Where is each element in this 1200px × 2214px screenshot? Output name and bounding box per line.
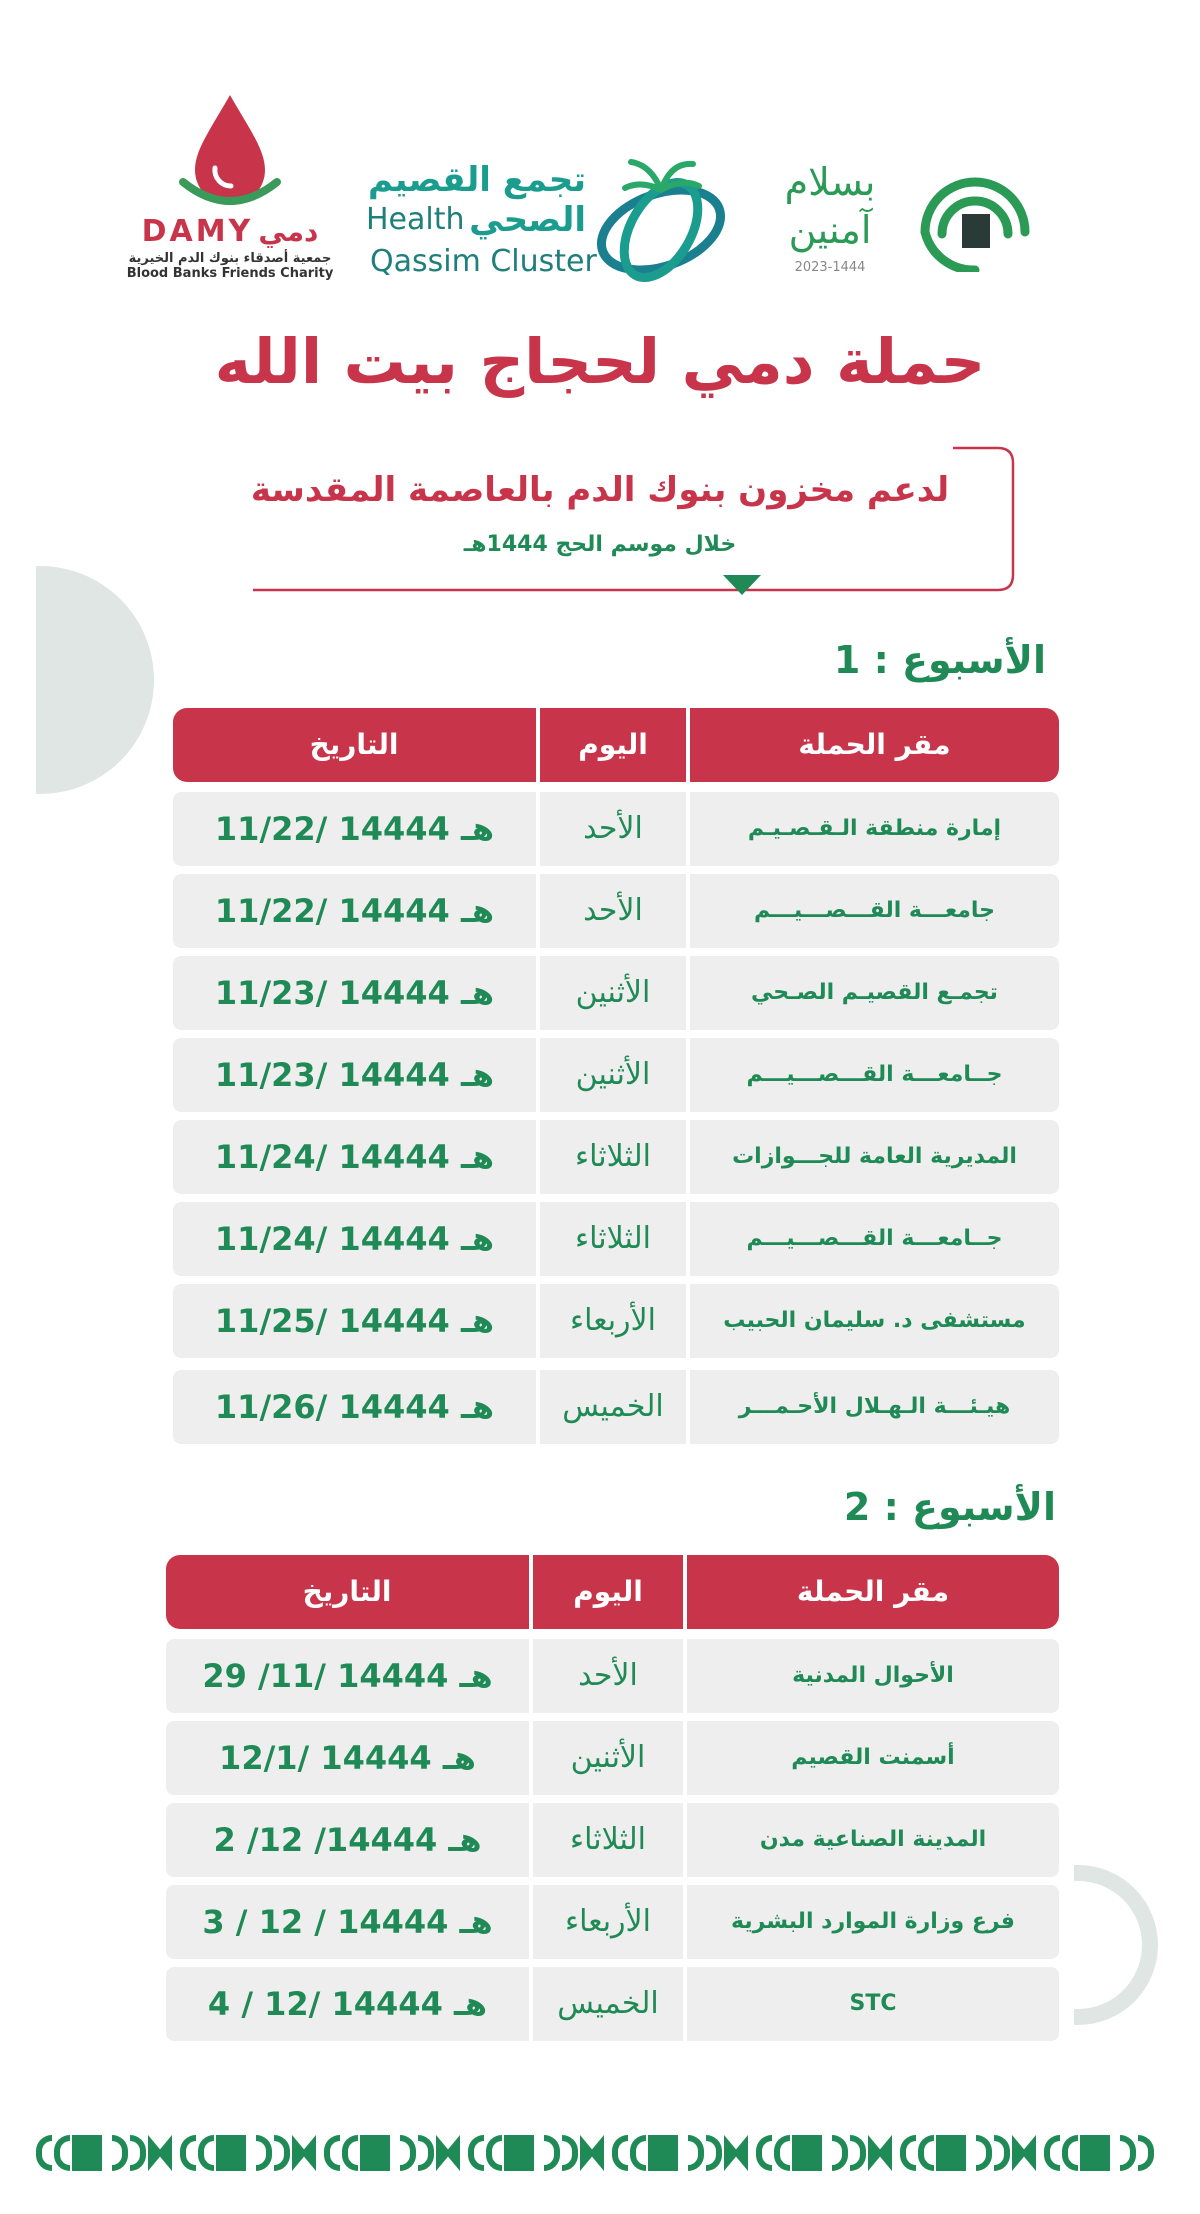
pattern-shape (544, 2135, 560, 2171)
qassim-en-line1: Health (366, 202, 465, 237)
row-date: 3 / 12 / 14444 هـ (202, 1903, 493, 1941)
decorative-arc-right (1074, 1865, 1158, 2025)
damy-latin-text: DAMY (141, 214, 254, 249)
pattern-shape (198, 2135, 214, 2171)
salam-ar-line1: بسلام (784, 160, 876, 204)
row-day: الأثنين (570, 1740, 646, 1775)
row-place: جــامعـــة القـــصـــيـــم (746, 1226, 1003, 1251)
row-place: STC (849, 1991, 897, 2016)
salam-ar-line2: آمنين (788, 208, 872, 252)
table-row (166, 1803, 1059, 1877)
row-place: مستشفى د. سليمان الحبيب (723, 1308, 1026, 1333)
pattern-shape (504, 2135, 534, 2171)
row-place: الأحوال المدنية (792, 1663, 954, 1688)
pattern-shape (918, 2135, 934, 2171)
pattern-shape (360, 2135, 390, 2171)
header-place: مقر الحملة (796, 1575, 950, 1608)
pattern-shape (630, 2135, 646, 2171)
table-row (173, 1120, 1059, 1194)
kaaba-arcs-icon (910, 162, 1040, 272)
damy-logo (120, 90, 340, 295)
pattern-shape (900, 2135, 916, 2171)
pattern-shape (418, 2135, 434, 2171)
palm-globe-icon (591, 150, 731, 290)
subtitle-frame (253, 445, 1018, 595)
header-date: التاريخ (302, 1575, 392, 1608)
row-day: الأثنين (575, 1057, 651, 1092)
week1-title: الأسبوع : 1 (833, 638, 1046, 682)
salam-aminin-logo (760, 150, 1060, 280)
qassim-cluster-logo (366, 150, 736, 290)
table-row (166, 1967, 1059, 2041)
row-day: الخميس (557, 1986, 659, 2021)
row-date: 11/24/ 14444 هـ (214, 1220, 495, 1258)
pattern-shape (274, 2135, 290, 2171)
header-date: التاريخ (309, 728, 399, 761)
row-place: إمارة منطقة الـقـصـيـم (747, 816, 1002, 841)
table-row (173, 956, 1059, 1030)
pattern-shape (580, 2135, 604, 2171)
pattern-shape (774, 2135, 790, 2171)
row-day: الأحد (583, 811, 643, 846)
damy-subtitle-en: Blood Banks Friends Charity (126, 266, 334, 281)
pattern-shape (706, 2135, 722, 2171)
page-title: حملة دمي لحجاج بيت الله (214, 325, 986, 398)
pattern-shape (994, 2135, 1010, 2171)
row-date: 11/26/ 14444 هـ (214, 1388, 495, 1426)
pattern-shape (256, 2135, 272, 2171)
pattern-shape (1062, 2135, 1078, 2171)
row-day: الأحد (578, 1658, 638, 1693)
header-place: مقر الحملة (798, 728, 951, 761)
pattern-shape (648, 2135, 678, 2171)
pattern-shape (36, 2135, 52, 2171)
pattern-shape (756, 2135, 772, 2171)
pattern-shape (688, 2135, 704, 2171)
table-row (173, 792, 1059, 866)
decorative-pattern-strip (36, 2135, 1166, 2171)
pattern-shape (724, 2135, 748, 2171)
pattern-shape (850, 2135, 866, 2171)
week2-table-header (166, 1555, 1059, 1629)
week1-table-header (173, 708, 1059, 782)
row-place: جــامعـــة القـــصـــيـــم (746, 1062, 1003, 1087)
pattern-shape (324, 2135, 340, 2171)
campaign-season-note: خلال موسم الحج 1444هـ (463, 532, 737, 557)
pattern-shape (216, 2135, 246, 2171)
row-date: 29 /11/ 14444 هـ (202, 1657, 493, 1695)
table-row (166, 1639, 1059, 1713)
pattern-shape (1138, 2135, 1154, 2171)
damy-subtitle-ar: جمعية أصدقاء بنوك الدم الخيرية (128, 251, 332, 266)
row-date: 11/24/ 14444 هـ (214, 1138, 495, 1176)
table-row (166, 1721, 1059, 1795)
header-day: اليوم (578, 728, 648, 761)
pattern-shape (468, 2135, 484, 2171)
pattern-shape (112, 2135, 128, 2171)
table-row (173, 1038, 1059, 1112)
row-day: الثلاثاء (574, 1221, 652, 1256)
salam-year: 2023-1444 (794, 260, 866, 275)
table-row (173, 874, 1059, 948)
qassim-ar-line2: الصحي (469, 200, 586, 240)
row-place: المدينة الصناعية مدن (759, 1827, 987, 1852)
row-place: تجمـع القصيـم الصـحي (751, 980, 998, 1005)
pattern-shape (436, 2135, 460, 2171)
row-place: أسمنت القصيم (791, 1745, 955, 1770)
pattern-shape (486, 2135, 502, 2171)
pattern-shape (148, 2135, 172, 2171)
pattern-shape (562, 2135, 578, 2171)
pattern-shape (130, 2135, 146, 2171)
pattern-shape (792, 2135, 822, 2171)
row-day: الأربعاء (569, 1303, 656, 1338)
damy-arabic-text: دمي (258, 215, 319, 248)
row-day: الخميس (562, 1389, 664, 1424)
blood-drop-icon (175, 90, 285, 210)
row-place: فرع وزارة الموارد البشرية (731, 1909, 1015, 1934)
header-day: اليوم (573, 1575, 643, 1608)
pattern-shape (1044, 2135, 1060, 2171)
row-day: الأحد (583, 893, 643, 928)
row-date: 4 / 12/ 14444 هـ (207, 1985, 488, 2023)
table-row (173, 1370, 1059, 1444)
table-row (173, 1284, 1059, 1358)
pattern-shape (1080, 2135, 1110, 2171)
pattern-shape (54, 2135, 70, 2171)
row-date: 11/23/ 14444 هـ (214, 1056, 495, 1094)
campaign-subtitle: لدعم مخزون بنوك الدم بالعاصمة المقدسة (250, 470, 950, 510)
row-day: الثلاثاء (569, 1822, 647, 1857)
row-place: جامعـــة القـــصـــيـــم (754, 898, 995, 923)
row-date: 11/23/ 14444 هـ (214, 974, 495, 1012)
row-day: الأثنين (575, 975, 651, 1010)
pattern-shape (612, 2135, 628, 2171)
row-date: 11/22/ 14444 هـ (214, 810, 495, 848)
row-date: 2 /12 /14444 هـ (213, 1821, 482, 1859)
pattern-shape (976, 2135, 992, 2171)
row-day: الأربعاء (564, 1904, 651, 1939)
row-date: 11/25/ 14444 هـ (214, 1302, 495, 1340)
pattern-shape (292, 2135, 316, 2171)
pattern-shape (936, 2135, 966, 2171)
table-row (166, 1885, 1059, 1959)
pattern-shape (72, 2135, 102, 2171)
row-place: هيـئـــة الـهـلال الأحـمـــر (738, 1394, 1011, 1419)
qassim-en-line2: Qassim Cluster (370, 244, 597, 279)
pattern-shape (180, 2135, 196, 2171)
row-date: 12/1/ 14444 هـ (219, 1739, 476, 1777)
qassim-ar-line1: تجمع القصيم (367, 160, 586, 200)
decorative-half-circle-left (36, 566, 154, 794)
pattern-shape (400, 2135, 416, 2171)
table-row (173, 1202, 1059, 1276)
row-place: المديرية العامة للجـــوازات (732, 1144, 1017, 1169)
pattern-shape (832, 2135, 848, 2171)
week2-title: الأسبوع : 2 (843, 1485, 1056, 1529)
row-day: الثلاثاء (574, 1139, 652, 1174)
pattern-shape (342, 2135, 358, 2171)
pattern-shape (1120, 2135, 1136, 2171)
pattern-shape (868, 2135, 892, 2171)
pattern-shape (1012, 2135, 1036, 2171)
row-date: 11/22/ 14444 هـ (214, 892, 495, 930)
